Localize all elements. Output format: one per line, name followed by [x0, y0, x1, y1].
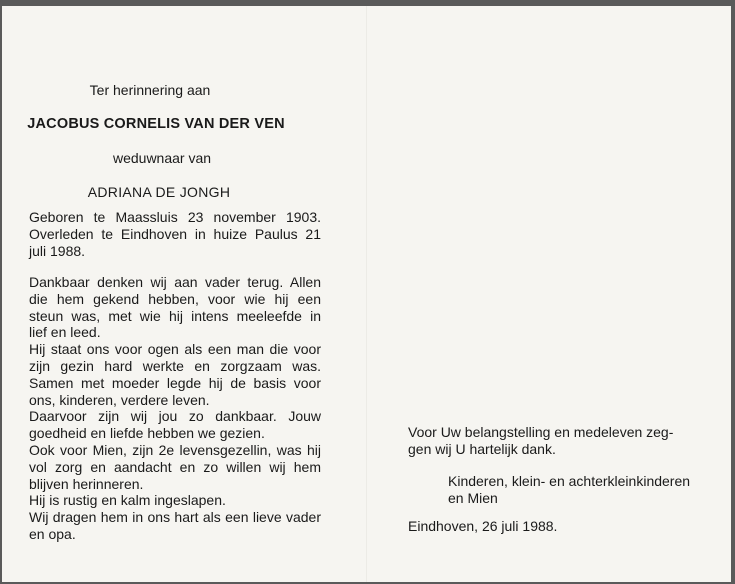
remembrance-line: lief en leed. — [29, 324, 101, 341]
remembrance-line: Dankbaar denken wij aan vader terug. Allen — [29, 274, 321, 290]
deceased-name: JACOBUS CORNELIS VAN DER VEN — [27, 116, 285, 132]
remembrance-line: die hem gekend hebben, voor wie hij een — [29, 290, 321, 307]
spouse-name: ADRIANA DE JONGH — [87, 184, 231, 200]
family-line: en Mien — [448, 490, 498, 506]
remembrance-line: Samen met moeder legde hij de basis voor — [29, 374, 321, 391]
remembrance-line: en opa. — [29, 525, 76, 542]
remembrance-line: vol zorg en aandacht en zo willen wij hem — [29, 458, 321, 475]
death-date-line: juli 1988. — [29, 242, 86, 259]
remembrance-line: Hij staat ons voor ogen als een man die voor — [29, 341, 321, 358]
remembrance-line: goedheid en liefde hebben we gezien. — [29, 425, 265, 442]
remembrance-line: Hij is rustig en kalm ingeslapen. — [29, 492, 226, 509]
death-line: Overleden te Eindhoven in huize Paulus 21 — [29, 225, 321, 242]
birth-line: Geboren te Maassluis 23 november 1903. — [29, 209, 321, 225]
remembrance-line: Daarvoor zijn wij jou zo dankbaar. Jouw — [29, 408, 321, 425]
family-line: Kinderen, klein- en achterkleinkinderen — [448, 473, 691, 489]
remembrance-line: blijven herinneren. — [29, 475, 144, 492]
remembrance-line: zijn gezin hard werkte en zorgzaam was. — [29, 357, 321, 374]
family-signature — [448, 473, 710, 507]
widower-of-text: weduwnaar van — [112, 150, 212, 166]
thanks-message — [408, 424, 702, 458]
birth-death-paragraph — [29, 209, 321, 259]
memorial-card — [2, 6, 731, 582]
remembrance-line: Wij dragen hem in ons hart als een lieve vader — [29, 509, 321, 526]
place-date: Eindhoven, 26 juli 1988. — [408, 518, 558, 534]
card-fold-line — [366, 6, 367, 582]
remembrance-line: steun was, met wie hij intens meeleefde in — [29, 307, 321, 324]
remembrance-paragraph — [29, 274, 321, 543]
remembrance-line: Ook voor Mien, zijn 2e levensgezellin, was hij — [29, 441, 321, 458]
remembrance-line: ons, kinderen, verdere leven. — [29, 391, 210, 408]
thanks-line: gen wij U hartelijk dank. — [408, 441, 556, 457]
intro-text: Ter herinnering aan — [89, 82, 211, 98]
thanks-line: Voor Uw belangstelling en medeleven zeg- — [408, 424, 674, 440]
